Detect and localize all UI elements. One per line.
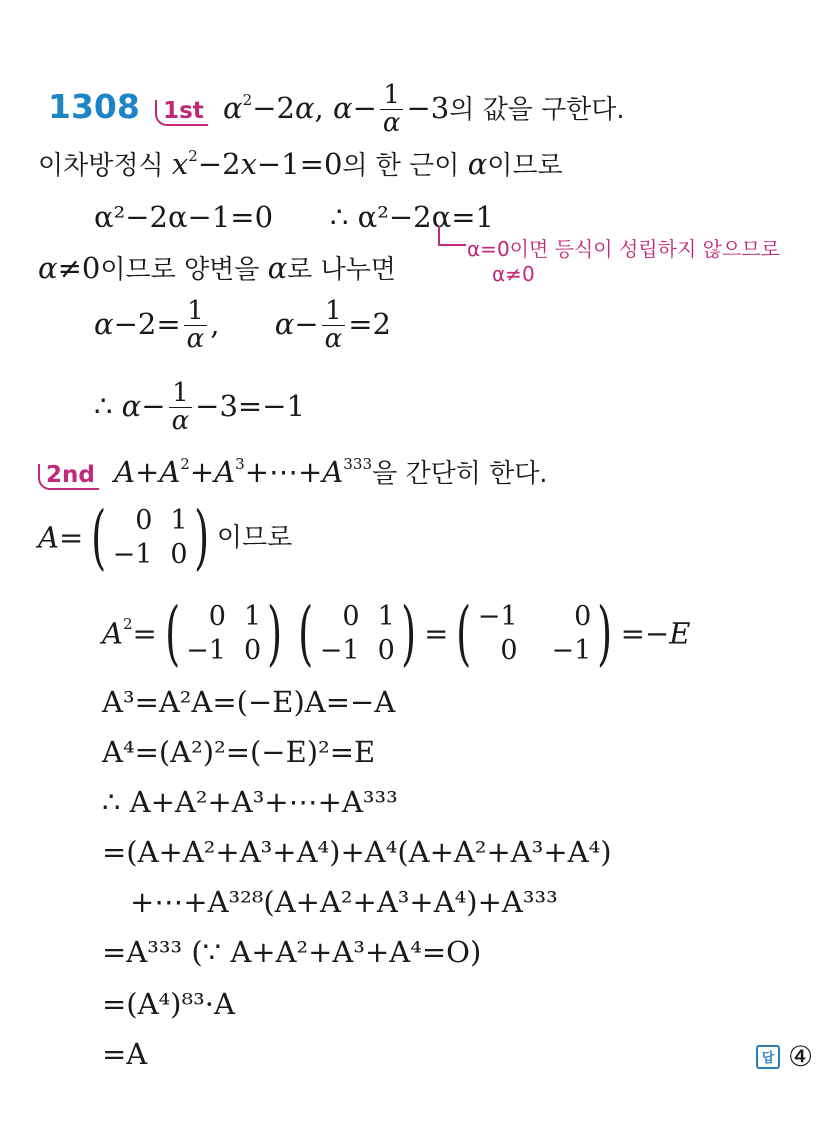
answer-box (756, 1040, 813, 1073)
step2-tag: 2nd (38, 464, 99, 490)
matrix-a-definition: A= ( 0 1 −1 0 ) 이므로 (38, 496, 293, 579)
step1-tag: 1st (155, 100, 208, 126)
note-bracket (438, 226, 466, 246)
final-line: =A (102, 1037, 148, 1071)
reduce-line: =A³³³ (∵ A+A²+A³+A⁴=O) (102, 935, 482, 969)
group-line-2: +⋯+A³²⁸(A+A²+A³+A⁴)+A³³³ (130, 885, 558, 919)
problem-header: 1308 1st $\alpha^2-2\alpha$, α− $\frac{1}{\alpha}$ −3의 값을 구한다. (48, 80, 625, 139)
a-squared-line: $A^2=$ ( 0 1 −1 0 ) ( 0 1 −1 0 ) = ( −1 0 0 −1 ) =−E (102, 592, 691, 675)
group-line-1: =(A+A²+A³+A⁴)+A⁴(A+A²+A³+A⁴) (102, 835, 612, 869)
a-fourth-line: A⁴=(A²)²=(−E)²=E (102, 735, 376, 769)
step1-result: ∴ α− $\frac{1}{\alpha}$ −3=−1 (94, 378, 305, 437)
note-line-2: α≠0 (492, 262, 535, 286)
sum-line: ∴ A+A²+A³+⋯+A³³³ (102, 785, 398, 819)
equation-1-result: ∴ α²−2α=1 (330, 200, 494, 234)
divide-line: α≠0이므로 양변을 α로 나누면 (38, 251, 396, 285)
problem-number: 1308 (48, 86, 140, 126)
step1-desc: 의 값을 구한다. (449, 94, 625, 125)
matrix-a: ( 0 1 −1 0 ) (91, 496, 209, 579)
answer-value: ④ (788, 1040, 814, 1073)
divided-equations: α−2= $\frac{1}{\alpha}$ , α− $\frac{1}{\alpha}$ =2 (94, 296, 391, 355)
quadratic-line: 이차방정식 $x^2-2x-1=0$의 한 근이 α이므로 (38, 147, 563, 181)
step2-header: 2nd $A+A^2+A^3+\cdots+A^{333}$을 간단히 한다. (38, 458, 548, 490)
equation-1: α²−2α−1=0 (94, 200, 274, 234)
step2-desc: 을 간단히 한다. (372, 459, 548, 489)
answer-icon: 답 (756, 1045, 780, 1069)
power-line: =(A⁴)⁸³·A (102, 987, 235, 1021)
note-line-1: α=0이면 등식이 성립하지 않으므로 (467, 237, 780, 261)
a-cubed-line: A³=A²A=(−E)A=−A (102, 685, 396, 719)
